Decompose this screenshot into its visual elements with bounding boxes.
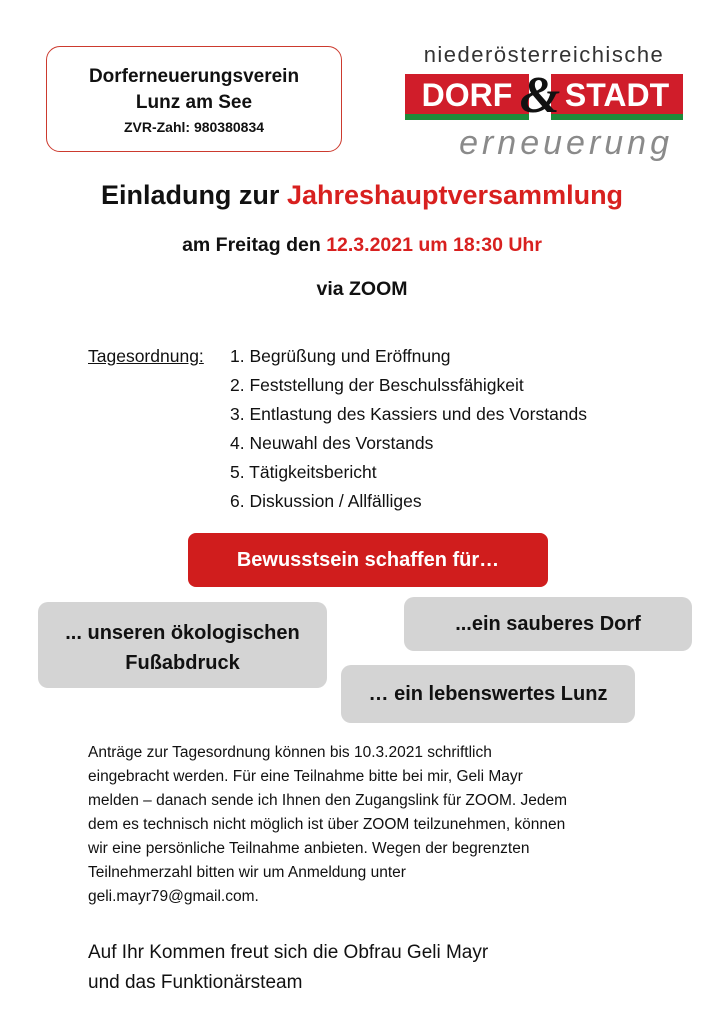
via-line: via ZOOM: [316, 278, 408, 300]
agenda-item: 4. Neuwahl des Vorstands: [230, 433, 434, 453]
dorf-stadt-erneuerung-logo: [403, 40, 685, 162]
closing-line: Auf Ihr Kommen freut sich die Obfrau Geli Mayr: [88, 942, 489, 963]
agenda-item: 3. Entlastung des Kassiers und des Vorstands: [230, 404, 588, 424]
agenda-item: 5. Tätigkeitsbericht: [230, 462, 377, 482]
org-zvr: ZVR-Zahl: 980380834: [123, 119, 265, 135]
agenda-item: 2. Feststellung der Beschulssfähigkeit: [230, 375, 524, 395]
date-line: [0, 234, 724, 257]
awareness-banner: Bewusstsein schaffen für…: [188, 533, 548, 587]
logo-bottom-text: erneuerung: [459, 124, 673, 162]
paragraph-line: melden – danach sende ich Ihnen den Zugangslink für ZOOM. Jedem: [88, 792, 568, 809]
paragraph-line: dem es technisch nicht möglich ist über ZOOM teilzunehmen, können: [88, 816, 566, 833]
title-prefix: Einladung zur: [100, 180, 287, 210]
agenda-item: 1. Begrüßung und Eröffnung: [230, 346, 451, 366]
date-highlight: 12.3.2021 um 18:30 Uhr: [326, 234, 542, 256]
eco-line2: Fußabdruck: [125, 652, 240, 674]
paragraph-line: Teilnehmerzahl bitten wir um Anmeldung unter: [88, 864, 406, 881]
logo-green-stripe-right: [551, 114, 683, 120]
logo-stadt-text: STADT: [564, 77, 670, 113]
logo-green-stripe-left: [405, 114, 529, 120]
agenda-label: Tagesordnung:: [88, 346, 204, 366]
logo-top-text: niederösterreichische: [423, 42, 665, 67]
logo-ampersand-icon: &: [519, 67, 561, 124]
eco-line1: ... unseren ökologischen: [65, 622, 300, 644]
contact-email: geli.mayr79@gmail.com.: [88, 888, 259, 905]
org-name-line1: Dorferneuerungsverein: [88, 66, 300, 87]
page-title: [0, 180, 724, 211]
title-highlight: Jahreshauptversammlung: [286, 180, 624, 210]
closing-text: [88, 938, 648, 998]
date-prefix: am Freitag den: [182, 234, 327, 256]
organization-box: [46, 46, 342, 152]
logo-dorf-text: DORF: [421, 77, 513, 113]
closing-line: und das Funktionärsteam: [88, 972, 303, 993]
paragraph-line: eingebracht werden. Für eine Teilnahme bitte bei mir, Geli Mayr: [88, 768, 523, 785]
livable-lunz-box: … ein lebenswertes Lunz: [341, 665, 635, 723]
paragraph-line: wir eine persönliche Teilnahme anbieten. Wegen der begrenzten: [88, 840, 530, 857]
org-name-line2: Lunz am See: [135, 92, 253, 113]
info-paragraph: [88, 741, 648, 909]
clean-village-box: ...ein sauberes Dorf: [404, 597, 692, 651]
paragraph-line: Anträge zur Tagesordnung können bis 10.3.2021 schriftlich: [88, 744, 492, 761]
agenda-item: 6. Diskussion / Allfälliges: [230, 491, 422, 511]
ecological-footprint-box: [38, 602, 327, 688]
